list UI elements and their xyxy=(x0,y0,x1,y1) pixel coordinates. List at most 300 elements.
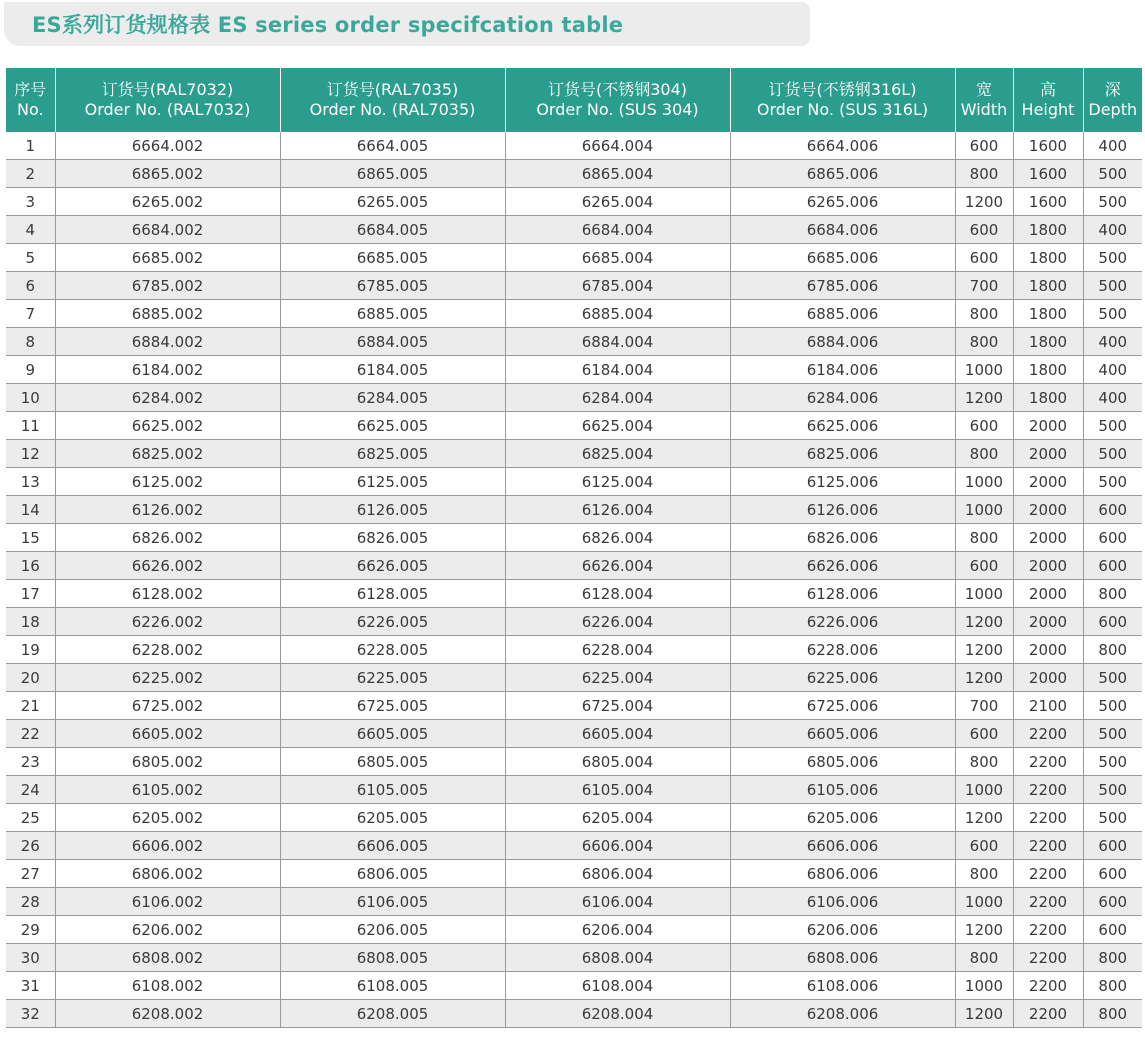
cell-depth: 600 xyxy=(1083,860,1142,888)
cell-order-ral7035: 6205.005 xyxy=(280,804,505,832)
cell-depth: 800 xyxy=(1083,972,1142,1000)
cell-no: 30 xyxy=(6,944,55,972)
table-row xyxy=(6,328,1142,356)
header-label-cn: 订货号(RAL7035) xyxy=(326,80,459,99)
cell-width: 1200 xyxy=(955,1000,1013,1028)
cell-order-sus304: 6725.004 xyxy=(505,692,730,720)
cell-no: 31 xyxy=(6,972,55,1000)
cell-order-sus304: 6108.004 xyxy=(505,972,730,1000)
cell-order-ral7035: 6284.005 xyxy=(280,384,505,412)
cell-height: 2000 xyxy=(1013,636,1083,664)
cell-order-ral7035: 6626.005 xyxy=(280,552,505,580)
cell-depth: 500 xyxy=(1083,244,1142,272)
header-label-en: Order No. (RAL7035) xyxy=(309,100,476,119)
header-order-ral7035 xyxy=(280,68,505,132)
cell-order-sus316l: 6225.006 xyxy=(730,664,955,692)
cell-depth: 500 xyxy=(1083,300,1142,328)
cell-order-ral7035: 6125.005 xyxy=(280,468,505,496)
cell-order-sus316l: 6105.006 xyxy=(730,776,955,804)
cell-order-sus316l: 6785.006 xyxy=(730,272,955,300)
cell-order-sus316l: 6626.006 xyxy=(730,552,955,580)
cell-no: 25 xyxy=(6,804,55,832)
header-label-en: Height xyxy=(1021,100,1075,119)
cell-order-ral7035: 6684.005 xyxy=(280,216,505,244)
cell-order-ral7032: 6184.002 xyxy=(55,356,280,384)
cell-width: 600 xyxy=(955,720,1013,748)
cell-order-ral7035: 6265.005 xyxy=(280,188,505,216)
cell-no: 23 xyxy=(6,748,55,776)
cell-no: 27 xyxy=(6,860,55,888)
cell-order-sus304: 6865.004 xyxy=(505,160,730,188)
cell-order-sus316l: 6684.006 xyxy=(730,216,955,244)
cell-order-ral7032: 6228.002 xyxy=(55,636,280,664)
header-order-ral7032 xyxy=(55,68,280,132)
table-header-row xyxy=(6,68,1142,132)
table-row xyxy=(6,160,1142,188)
cell-width: 1200 xyxy=(955,804,1013,832)
header-label-cn: 序号 xyxy=(14,80,47,99)
cell-width: 800 xyxy=(955,944,1013,972)
cell-order-ral7032: 6108.002 xyxy=(55,972,280,1000)
table-row xyxy=(6,132,1142,160)
table-row xyxy=(6,384,1142,412)
cell-no: 24 xyxy=(6,776,55,804)
cell-order-ral7032: 6206.002 xyxy=(55,916,280,944)
table-row xyxy=(6,1000,1142,1028)
table-row xyxy=(6,412,1142,440)
cell-width: 800 xyxy=(955,160,1013,188)
cell-order-sus304: 6205.004 xyxy=(505,804,730,832)
cell-order-ral7035: 6606.005 xyxy=(280,832,505,860)
cell-order-ral7035: 6805.005 xyxy=(280,748,505,776)
header-label-cn: 订货号(RAL7032) xyxy=(101,80,234,99)
cell-depth: 800 xyxy=(1083,636,1142,664)
cell-order-sus304: 6265.004 xyxy=(505,188,730,216)
cell-width: 800 xyxy=(955,748,1013,776)
cell-depth: 500 xyxy=(1083,664,1142,692)
cell-order-ral7035: 6725.005 xyxy=(280,692,505,720)
cell-order-sus304: 6685.004 xyxy=(505,244,730,272)
cell-order-sus316l: 6625.006 xyxy=(730,412,955,440)
cell-order-ral7032: 6125.002 xyxy=(55,468,280,496)
cell-depth: 400 xyxy=(1083,384,1142,412)
table-row xyxy=(6,608,1142,636)
cell-depth: 600 xyxy=(1083,496,1142,524)
cell-depth: 500 xyxy=(1083,272,1142,300)
cell-no: 20 xyxy=(6,664,55,692)
cell-order-ral7032: 6806.002 xyxy=(55,860,280,888)
header-label-en: Order No. (SUS 304) xyxy=(536,100,699,119)
cell-order-sus304: 6684.004 xyxy=(505,216,730,244)
cell-order-ral7032: 6606.002 xyxy=(55,832,280,860)
cell-height: 1600 xyxy=(1013,160,1083,188)
table-row xyxy=(6,804,1142,832)
cell-order-sus316l: 6228.006 xyxy=(730,636,955,664)
header-order-sus316l xyxy=(730,68,955,132)
cell-width: 600 xyxy=(955,216,1013,244)
cell-no: 5 xyxy=(6,244,55,272)
cell-order-ral7032: 6808.002 xyxy=(55,944,280,972)
cell-order-ral7035: 6806.005 xyxy=(280,860,505,888)
cell-width: 1200 xyxy=(955,188,1013,216)
table-row xyxy=(6,300,1142,328)
cell-order-ral7035: 6865.005 xyxy=(280,160,505,188)
cell-depth: 800 xyxy=(1083,944,1142,972)
cell-depth: 500 xyxy=(1083,468,1142,496)
cell-order-sus304: 6785.004 xyxy=(505,272,730,300)
cell-no: 2 xyxy=(6,160,55,188)
cell-no: 14 xyxy=(6,496,55,524)
cell-no: 4 xyxy=(6,216,55,244)
table-row xyxy=(6,636,1142,664)
table-row xyxy=(6,972,1142,1000)
cell-width: 1200 xyxy=(955,384,1013,412)
table-row xyxy=(6,748,1142,776)
cell-width: 1000 xyxy=(955,468,1013,496)
header-no xyxy=(6,68,55,132)
order-spec-table xyxy=(6,68,1142,1028)
cell-height: 2000 xyxy=(1013,468,1083,496)
cell-order-sus304: 6605.004 xyxy=(505,720,730,748)
cell-order-sus316l: 6805.006 xyxy=(730,748,955,776)
cell-order-sus304: 6128.004 xyxy=(505,580,730,608)
cell-height: 2000 xyxy=(1013,496,1083,524)
cell-depth: 600 xyxy=(1083,888,1142,916)
cell-order-sus316l: 6865.006 xyxy=(730,160,955,188)
cell-order-ral7035: 6884.005 xyxy=(280,328,505,356)
cell-height: 1600 xyxy=(1013,132,1083,160)
table-row xyxy=(6,776,1142,804)
cell-order-ral7035: 6128.005 xyxy=(280,580,505,608)
cell-no: 28 xyxy=(6,888,55,916)
cell-order-ral7035: 6685.005 xyxy=(280,244,505,272)
cell-order-ral7035: 6885.005 xyxy=(280,300,505,328)
cell-depth: 800 xyxy=(1083,580,1142,608)
cell-width: 800 xyxy=(955,328,1013,356)
header-label-en: No. xyxy=(16,100,44,119)
cell-order-sus316l: 6884.006 xyxy=(730,328,955,356)
cell-order-sus316l: 6606.006 xyxy=(730,832,955,860)
cell-order-ral7035: 6225.005 xyxy=(280,664,505,692)
cell-depth: 500 xyxy=(1083,720,1142,748)
cell-width: 1000 xyxy=(955,580,1013,608)
cell-no: 19 xyxy=(6,636,55,664)
cell-height: 2000 xyxy=(1013,664,1083,692)
table-row xyxy=(6,916,1142,944)
header-label-cn: 宽 xyxy=(975,80,992,99)
table-row xyxy=(6,888,1142,916)
cell-order-sus304: 6228.004 xyxy=(505,636,730,664)
cell-width: 1000 xyxy=(955,496,1013,524)
cell-no: 18 xyxy=(6,608,55,636)
cell-height: 2200 xyxy=(1013,916,1083,944)
cell-height: 2200 xyxy=(1013,972,1083,1000)
cell-depth: 500 xyxy=(1083,804,1142,832)
cell-order-ral7035: 6108.005 xyxy=(280,972,505,1000)
cell-order-ral7032: 6105.002 xyxy=(55,776,280,804)
cell-width: 1200 xyxy=(955,916,1013,944)
cell-order-ral7032: 6825.002 xyxy=(55,440,280,468)
cell-order-sus304: 6208.004 xyxy=(505,1000,730,1028)
cell-depth: 500 xyxy=(1083,440,1142,468)
cell-order-sus316l: 6826.006 xyxy=(730,524,955,552)
cell-width: 1000 xyxy=(955,972,1013,1000)
table-row xyxy=(6,468,1142,496)
cell-no: 9 xyxy=(6,356,55,384)
cell-order-ral7035: 6106.005 xyxy=(280,888,505,916)
cell-depth: 600 xyxy=(1083,552,1142,580)
cell-order-sus304: 6626.004 xyxy=(505,552,730,580)
cell-no: 7 xyxy=(6,300,55,328)
cell-order-ral7035: 6105.005 xyxy=(280,776,505,804)
cell-order-sus304: 6105.004 xyxy=(505,776,730,804)
cell-order-sus304: 6125.004 xyxy=(505,468,730,496)
cell-depth: 600 xyxy=(1083,916,1142,944)
cell-order-sus316l: 6205.006 xyxy=(730,804,955,832)
cell-height: 1800 xyxy=(1013,272,1083,300)
cell-width: 800 xyxy=(955,300,1013,328)
cell-no: 22 xyxy=(6,720,55,748)
cell-order-ral7032: 6226.002 xyxy=(55,608,280,636)
cell-width: 1200 xyxy=(955,636,1013,664)
cell-width: 1000 xyxy=(955,776,1013,804)
cell-order-ral7035: 6808.005 xyxy=(280,944,505,972)
table-row xyxy=(6,664,1142,692)
cell-order-ral7032: 6685.002 xyxy=(55,244,280,272)
cell-order-sus304: 6126.004 xyxy=(505,496,730,524)
cell-order-sus316l: 6725.006 xyxy=(730,692,955,720)
cell-depth: 500 xyxy=(1083,188,1142,216)
cell-order-ral7032: 6128.002 xyxy=(55,580,280,608)
cell-order-sus316l: 6206.006 xyxy=(730,916,955,944)
cell-order-sus304: 6805.004 xyxy=(505,748,730,776)
cell-order-ral7032: 6225.002 xyxy=(55,664,280,692)
cell-order-ral7032: 6126.002 xyxy=(55,496,280,524)
cell-no: 3 xyxy=(6,188,55,216)
cell-order-ral7032: 6805.002 xyxy=(55,748,280,776)
cell-no: 12 xyxy=(6,440,55,468)
cell-depth: 600 xyxy=(1083,832,1142,860)
cell-depth: 400 xyxy=(1083,132,1142,160)
cell-width: 1200 xyxy=(955,608,1013,636)
cell-order-sus316l: 6125.006 xyxy=(730,468,955,496)
table-row xyxy=(6,944,1142,972)
cell-order-ral7032: 6625.002 xyxy=(55,412,280,440)
table-row xyxy=(6,860,1142,888)
cell-order-ral7035: 6184.005 xyxy=(280,356,505,384)
cell-order-sus316l: 6226.006 xyxy=(730,608,955,636)
table-row xyxy=(6,524,1142,552)
cell-order-sus304: 6826.004 xyxy=(505,524,730,552)
cell-height: 1800 xyxy=(1013,300,1083,328)
cell-order-sus304: 6885.004 xyxy=(505,300,730,328)
table-row xyxy=(6,496,1142,524)
cell-no: 26 xyxy=(6,832,55,860)
table-body xyxy=(6,132,1142,1028)
cell-height: 1800 xyxy=(1013,244,1083,272)
cell-order-ral7035: 6208.005 xyxy=(280,1000,505,1028)
cell-order-ral7032: 6208.002 xyxy=(55,1000,280,1028)
cell-order-ral7035: 6785.005 xyxy=(280,272,505,300)
table-row xyxy=(6,356,1142,384)
cell-width: 600 xyxy=(955,832,1013,860)
cell-order-ral7032: 6284.002 xyxy=(55,384,280,412)
cell-order-sus304: 6226.004 xyxy=(505,608,730,636)
cell-width: 700 xyxy=(955,692,1013,720)
cell-height: 2200 xyxy=(1013,748,1083,776)
cell-height: 2200 xyxy=(1013,776,1083,804)
cell-order-sus316l: 6106.006 xyxy=(730,888,955,916)
cell-height: 2200 xyxy=(1013,944,1083,972)
cell-order-ral7035: 6206.005 xyxy=(280,916,505,944)
cell-width: 800 xyxy=(955,860,1013,888)
cell-depth: 800 xyxy=(1083,1000,1142,1028)
cell-order-ral7032: 6684.002 xyxy=(55,216,280,244)
cell-order-ral7032: 6884.002 xyxy=(55,328,280,356)
cell-height: 1800 xyxy=(1013,356,1083,384)
cell-height: 2000 xyxy=(1013,608,1083,636)
cell-no: 21 xyxy=(6,692,55,720)
table-row xyxy=(6,272,1142,300)
cell-depth: 400 xyxy=(1083,216,1142,244)
table-row xyxy=(6,244,1142,272)
table-row xyxy=(6,188,1142,216)
cell-depth: 600 xyxy=(1083,524,1142,552)
cell-order-sus316l: 6808.006 xyxy=(730,944,955,972)
header-width xyxy=(955,68,1013,132)
cell-width: 1000 xyxy=(955,888,1013,916)
cell-height: 2000 xyxy=(1013,580,1083,608)
cell-order-sus316l: 6184.006 xyxy=(730,356,955,384)
title-banner xyxy=(4,2,810,46)
cell-order-ral7032: 6265.002 xyxy=(55,188,280,216)
cell-order-ral7035: 6826.005 xyxy=(280,524,505,552)
header-label-en: Width xyxy=(960,100,1008,119)
cell-order-sus316l: 6128.006 xyxy=(730,580,955,608)
cell-no: 6 xyxy=(6,272,55,300)
cell-order-ral7032: 6605.002 xyxy=(55,720,280,748)
header-label-cn: 订货号(不锈钢304) xyxy=(547,80,688,99)
cell-width: 1200 xyxy=(955,664,1013,692)
cell-no: 17 xyxy=(6,580,55,608)
cell-height: 2200 xyxy=(1013,888,1083,916)
cell-no: 13 xyxy=(6,468,55,496)
cell-width: 700 xyxy=(955,272,1013,300)
cell-no: 29 xyxy=(6,916,55,944)
cell-height: 2000 xyxy=(1013,524,1083,552)
header-height xyxy=(1013,68,1083,132)
cell-order-ral7032: 6106.002 xyxy=(55,888,280,916)
cell-order-sus316l: 6664.006 xyxy=(730,132,955,160)
cell-width: 600 xyxy=(955,412,1013,440)
cell-order-sus304: 6184.004 xyxy=(505,356,730,384)
cell-width: 1000 xyxy=(955,356,1013,384)
cell-no: 8 xyxy=(6,328,55,356)
cell-no: 1 xyxy=(6,132,55,160)
cell-depth: 500 xyxy=(1083,776,1142,804)
header-label-cn: 深 xyxy=(1104,80,1121,99)
cell-order-sus304: 6225.004 xyxy=(505,664,730,692)
cell-height: 2200 xyxy=(1013,832,1083,860)
cell-order-ral7032: 6664.002 xyxy=(55,132,280,160)
cell-width: 800 xyxy=(955,440,1013,468)
table-row xyxy=(6,552,1142,580)
cell-order-sus316l: 6605.006 xyxy=(730,720,955,748)
cell-order-ral7035: 6664.005 xyxy=(280,132,505,160)
cell-height: 1800 xyxy=(1013,384,1083,412)
cell-order-sus316l: 6208.006 xyxy=(730,1000,955,1028)
cell-order-ral7032: 6626.002 xyxy=(55,552,280,580)
table-row xyxy=(6,832,1142,860)
cell-no: 15 xyxy=(6,524,55,552)
cell-width: 600 xyxy=(955,552,1013,580)
cell-depth: 500 xyxy=(1083,692,1142,720)
cell-order-sus316l: 6806.006 xyxy=(730,860,955,888)
page-title: ES系列订货规格表 ES series order specifcation table xyxy=(32,13,624,37)
cell-order-ral7035: 6226.005 xyxy=(280,608,505,636)
header-label-en: Depth xyxy=(1088,100,1138,119)
cell-order-sus304: 6664.004 xyxy=(505,132,730,160)
cell-order-ral7032: 6785.002 xyxy=(55,272,280,300)
cell-depth: 400 xyxy=(1083,328,1142,356)
cell-order-ral7032: 6205.002 xyxy=(55,804,280,832)
table-row xyxy=(6,440,1142,468)
cell-height: 2000 xyxy=(1013,440,1083,468)
header-label-cn: 订货号(不锈钢316L) xyxy=(768,80,917,99)
table-row xyxy=(6,720,1142,748)
header-depth xyxy=(1083,68,1142,132)
cell-order-ral7035: 6625.005 xyxy=(280,412,505,440)
cell-no: 16 xyxy=(6,552,55,580)
header-label-en: Order No. (SUS 316L) xyxy=(756,100,929,119)
table-row xyxy=(6,580,1142,608)
cell-order-ral7032: 6885.002 xyxy=(55,300,280,328)
cell-width: 600 xyxy=(955,244,1013,272)
header-label-cn: 高 xyxy=(1039,80,1056,99)
cell-height: 1600 xyxy=(1013,188,1083,216)
cell-order-ral7032: 6725.002 xyxy=(55,692,280,720)
table-row xyxy=(6,692,1142,720)
cell-order-ral7035: 6228.005 xyxy=(280,636,505,664)
header-order-sus304 xyxy=(505,68,730,132)
cell-width: 800 xyxy=(955,524,1013,552)
cell-order-sus304: 6106.004 xyxy=(505,888,730,916)
cell-order-sus304: 6806.004 xyxy=(505,860,730,888)
cell-order-sus304: 6825.004 xyxy=(505,440,730,468)
header-label-en: Order No. (RAL7032) xyxy=(84,100,251,119)
cell-order-sus316l: 6284.006 xyxy=(730,384,955,412)
cell-order-sus304: 6284.004 xyxy=(505,384,730,412)
cell-order-sus304: 6625.004 xyxy=(505,412,730,440)
cell-order-sus316l: 6685.006 xyxy=(730,244,955,272)
cell-order-ral7032: 6826.002 xyxy=(55,524,280,552)
cell-height: 1800 xyxy=(1013,328,1083,356)
cell-depth: 500 xyxy=(1083,160,1142,188)
cell-order-sus304: 6606.004 xyxy=(505,832,730,860)
cell-depth: 500 xyxy=(1083,412,1142,440)
cell-order-sus316l: 6265.006 xyxy=(730,188,955,216)
cell-no: 10 xyxy=(6,384,55,412)
cell-no: 32 xyxy=(6,1000,55,1028)
cell-height: 2200 xyxy=(1013,860,1083,888)
cell-width: 600 xyxy=(955,132,1013,160)
cell-order-ral7035: 6126.005 xyxy=(280,496,505,524)
cell-height: 2200 xyxy=(1013,804,1083,832)
cell-order-sus316l: 6825.006 xyxy=(730,440,955,468)
cell-order-sus304: 6206.004 xyxy=(505,916,730,944)
cell-order-sus304: 6884.004 xyxy=(505,328,730,356)
cell-height: 2000 xyxy=(1013,412,1083,440)
